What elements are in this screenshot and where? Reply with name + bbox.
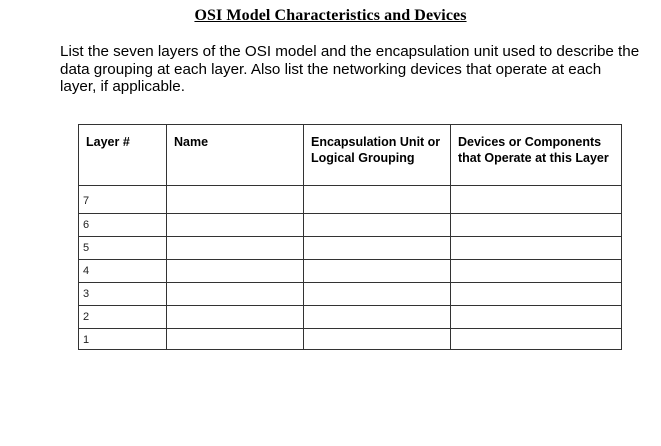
encapsulation-cell[interactable] <box>304 237 451 260</box>
encapsulation-cell[interactable] <box>304 329 451 350</box>
table-row <box>79 260 622 283</box>
layer-number-cell: 7 <box>79 186 167 214</box>
layer-name-cell[interactable] <box>167 260 304 283</box>
layer-number-cell: 5 <box>79 237 167 260</box>
table-row <box>79 237 622 260</box>
encapsulation-cell[interactable] <box>304 186 451 214</box>
layer-name-cell[interactable] <box>167 283 304 306</box>
devices-cell[interactable] <box>451 260 622 283</box>
table-row <box>79 329 622 350</box>
encapsulation-cell[interactable] <box>304 283 451 306</box>
devices-cell[interactable] <box>451 329 622 350</box>
table-header-row <box>79 125 622 186</box>
page-title: OSI Model Characteristics and Devices <box>194 7 467 24</box>
header-name: Name <box>167 125 304 186</box>
instructions-text: List the seven layers of the OSI model and the encapsulation unit used to describe the data grouping at each layer. Also list the networking devices that operate at each layer, if applicable. <box>60 43 640 95</box>
layer-number-cell: 2 <box>79 306 167 329</box>
encapsulation-cell[interactable] <box>304 260 451 283</box>
table-row <box>79 283 622 306</box>
layer-name-cell[interactable] <box>167 237 304 260</box>
layer-number-cell: 6 <box>79 214 167 237</box>
table-row <box>79 186 622 214</box>
header-devices: Devices or Components that Operate at this Layer <box>451 125 622 186</box>
layer-number-cell: 3 <box>79 283 167 306</box>
layer-name-cell[interactable] <box>167 306 304 329</box>
devices-cell[interactable] <box>451 214 622 237</box>
devices-cell[interactable] <box>451 306 622 329</box>
devices-cell[interactable] <box>451 186 622 214</box>
osi-table <box>78 124 622 350</box>
table-row <box>79 306 622 329</box>
encapsulation-cell[interactable] <box>304 306 451 329</box>
layer-name-cell[interactable] <box>167 186 304 214</box>
devices-cell[interactable] <box>451 237 622 260</box>
layer-name-cell[interactable] <box>167 214 304 237</box>
devices-cell[interactable] <box>451 283 622 306</box>
layer-name-cell[interactable] <box>167 329 304 350</box>
header-encapsulation-unit: Encapsulation Unit or Logical Grouping <box>304 125 451 186</box>
layer-number-cell: 4 <box>79 260 167 283</box>
header-layer-number: Layer # <box>79 125 167 186</box>
table-row <box>79 214 622 237</box>
layer-number-cell: 1 <box>79 329 167 350</box>
encapsulation-cell[interactable] <box>304 214 451 237</box>
